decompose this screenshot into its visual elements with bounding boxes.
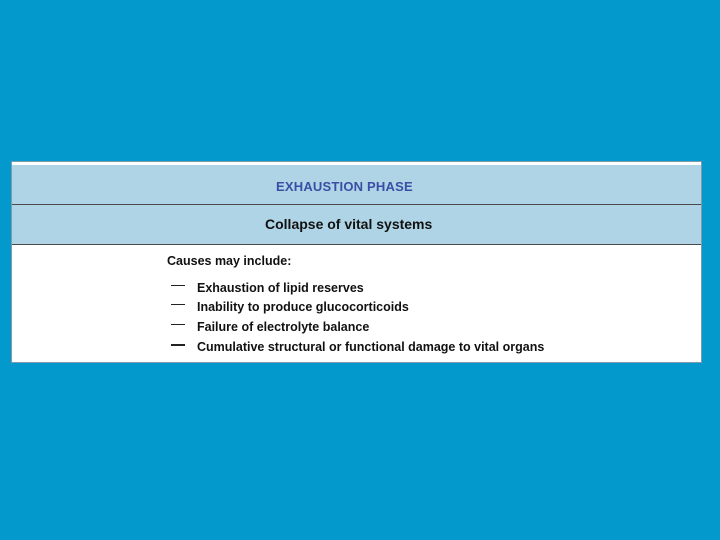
table-header-row [12, 165, 701, 205]
table-subtitle: Collapse of vital systems [265, 216, 433, 232]
list-item [171, 318, 369, 334]
cause-text: Inability to produce glucocorticoids [197, 300, 409, 314]
list-item [171, 298, 409, 314]
causes-heading: Causes may include: [167, 254, 292, 268]
table-title: EXHAUSTION PHASE [276, 179, 413, 194]
table-subheader-row [12, 205, 701, 245]
dash-bullet-icon [171, 285, 185, 286]
cause-text: Exhaustion of lipid reserves [197, 281, 364, 295]
dash-bullet-icon [171, 304, 185, 305]
exhaustion-phase-table [11, 161, 702, 363]
dash-bullet-icon [171, 324, 185, 325]
cause-text: Cumulative structural or functional damage to vital organs [197, 340, 545, 354]
list-item [171, 338, 544, 354]
list-item [171, 279, 364, 295]
dash-bullet-icon [171, 344, 185, 346]
cause-text: Failure of electrolyte balance [197, 320, 370, 334]
